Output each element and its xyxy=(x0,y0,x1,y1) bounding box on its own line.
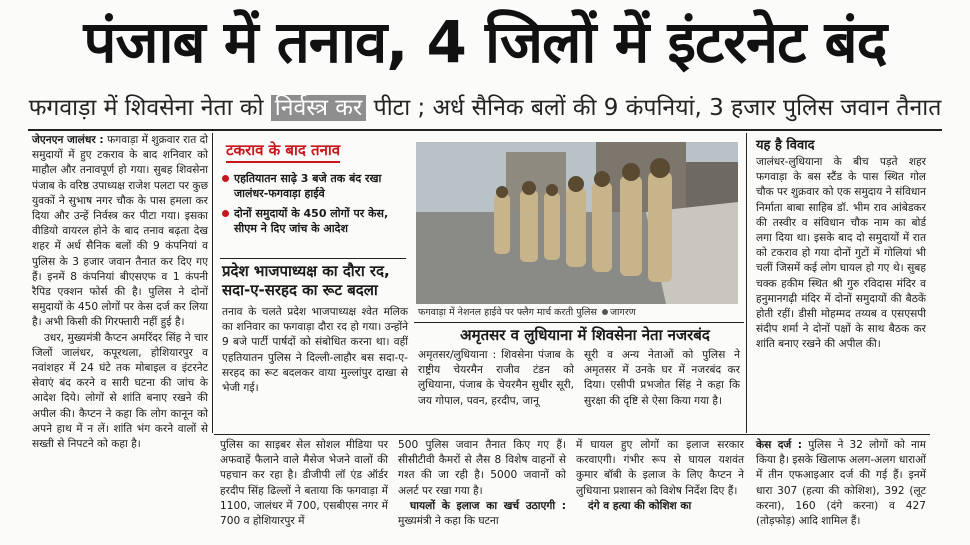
dateline: जेएनएन जालंधर : xyxy=(32,134,104,146)
bottom-subhead-case: केस दर्ज : xyxy=(756,439,803,451)
bottom-column-2-text: 500 पुलिस जवान तैनात किए गए हैं। सीसीटीवी कैमरों से लैस 8 विशेष वाहनों से गश्त की जा रही है। 5000 जवानों को अलर्ट पर रखा गया है। xyxy=(398,439,566,497)
photo-credit: जागरण xyxy=(609,307,636,318)
bottom-column-1: पुलिस का साइबर सेल सोशल मीडिया पर अफवाहें फैलाने वाले मैसेज भेजने वालों की पहचान कर रहा है। डीजीपी लॉ एंड ऑर्डर हरदीप सिंह ढिल्लों ने बताया कि फगवाड़ा में 1100, जालंधर में 700, एसबीएस नगर में 700 व होशियारपुर में xyxy=(220,439,388,528)
subheadline-part-2: पीटा ; अर्ध सैनिक बलों की 9 कंपनियां, 3 हजार पुलिस जवान तैनात xyxy=(366,95,942,121)
column-divider-1 xyxy=(212,133,213,433)
section-rule xyxy=(220,258,406,259)
highlights-list xyxy=(220,171,405,236)
photo-caption-text: फगवाड़ा में नेशनल हाईवे पर फ्लैग मार्च करती पुलिस xyxy=(418,307,597,318)
bjp-section-title: प्रदेश भाजपाध्यक्ष का दौरा रद, सदा-ए-सरहद का रूट बदला xyxy=(222,262,390,299)
subheadline-highlight: निर्वस्त्र कर xyxy=(271,95,367,121)
bjp-section-body: तनाव के चलते प्रदेश भाजपाध्यक्ष श्वेत मलिक का शनिवार का फगवाड़ा दौरा रद हो गया। उन्होंने 9 बजे पार्टी पार्षदों को संबोधित करना था। वहीं एहतियातन पुलिस ने दिल्ली-लाहौर बस सदा-ए-सरहद का रूट बदलकर वाया मुल्लांपुर दाखा से भेजी गई। xyxy=(222,306,408,395)
amritsar-section-title: अमृतसर व लुधियाना में शिवसेना नेता नजरबंद xyxy=(460,326,710,344)
highlights-box-title: टकराव के बाद तनाव xyxy=(226,140,340,163)
lead-paragraph-1: फगवाड़ा में शुक्रवार रात दो समुदायों में हुए टकराव के बाद शनिवार को माहौल और तनावपूर्ण हो गया। सुबह शिवसेना पंजाब के वरिष्ठ उपाध्यक्ष राजेश पलटा पर कुछ युवकों ने सुभाष नगर चौक के पास हमला कर दिया और उन्हें निर्वस्त्र कर पीटा गया। इसका वीडियो वायरल होने के बाद तनाव बढ़ता देख शहर में अर्ध सैनिक बलों की 9 कंपनियां व पुलिस के 3 हजार जवान तैनात कर दिए गए हैं। इनमें 8 कंपनियां बीएसएफ व 1 कंपनी रैपिड एक्शन फोर्स की है। पुलिस ने दोनों समुदायों के 450 लोगों पर केस दर्ज कर लिया है। अभी किसी की गिरफ्तारी नहीं हुई है। xyxy=(32,134,209,329)
photo-illustration xyxy=(416,142,738,304)
highlights-box xyxy=(220,136,405,254)
section-rule xyxy=(414,322,744,323)
flag-march-photo xyxy=(416,142,738,304)
column-divider-2 xyxy=(746,133,747,433)
bottom-column-4 xyxy=(756,438,926,545)
vivad-title: यह है विवाद xyxy=(756,138,815,153)
vivad-body: जालंधर-लुधियाना के बीच पड़ते शहर फगवाड़ा के बस स्टैंड के पास स्थित गोल चौक पर शुक्रवार को एक समुदाय ने संविधान निर्माता बाबा साहिब डॉ. भीम राव आंबेडकर की तस्वीर व संविधान चौक नाम का बोर्ड लगा दिया था। इसके बाद दो समुदायों में रात को टकराव हो गया दोनों गुटों में गोलियां भी चलीं जिसमें कई लोग घायल हो गए थे। सुबह चक्क हकीम स्थित श्री गुरु रविदास मंदिर व हनुमानगढ़ी मंदिर में दोनों समुदायों की बैठकें होती रहीं। डीसी मोहम्मद तय्यब व एसएसपी संदीप शर्मा ने दोनों पक्षों के साथ बैठक कर शांति बनाए रखने की अपील की। xyxy=(756,156,926,351)
amritsar-body-left: अमृतसर/लुधियाना : शिवसेना पंजाब के राष्ट्रीय चेयरमैन राजीव टंडन को लुधियाना, पंजाब के चेयरमैन सुधीर सूरी, जय गोपाल, पवन, हरदीप, जानू xyxy=(418,349,574,407)
photo-caption xyxy=(418,306,738,319)
bottom-subhead-injured: घायलों के इलाज का खर्च उठाएगी : xyxy=(410,499,566,512)
lead-story-column xyxy=(32,133,209,451)
amritsar-body-right: सूरी व अन्य नेताओं को पुलिस ने अमृतसर में उनके घर में नजरबंद कर दिया। एसीपी प्रभजोत सिंह ने कहा कि सुरक्षा की दृष्टि से ऐसा किया गया है। xyxy=(584,349,740,407)
bottom-subhead-riot: दंगे व हत्या की कोशिश का xyxy=(588,499,692,512)
headline: पंजाब में तनाव, 4 जिलों में इंटरनेट बंद xyxy=(83,8,887,76)
highlight-item: एहतियातन साढ़े 3 बजे तक बंद रखा जालंधर-फगवाड़ा हाईवे xyxy=(220,171,405,201)
bottom-column-2-continued: मुख्यमंत्री ने कहा कि घटना xyxy=(398,515,499,528)
bottom-column-3 xyxy=(576,438,744,545)
subhead-rule xyxy=(28,129,942,131)
subheadline xyxy=(0,88,970,128)
photo-credit-icon xyxy=(602,309,608,315)
bottom-rule xyxy=(214,434,930,435)
subheadline-part-1: फगवाड़ा में शिवसेना नेता को xyxy=(28,95,271,121)
highlight-item: दोनों समुदायों के 450 लोगों पर केस, सीएम ने दिए जांच के आदेश xyxy=(220,206,405,236)
bottom-column-3-text: में घायल हुए लोगों का इलाज सरकार करवाएगी। गंभीर रूप से घायल यशवंत कुमार बॉबी के इलाज के लिए कैप्टन ने लुधियाना प्रशासन को विशेष निर्देश दिए हैं। xyxy=(576,439,744,497)
lead-paragraph-2: उधर, मुख्यमंत्री कैप्टन अमरिंदर सिंह ने चार जिलों जालंधर, कपूरथला, होशियारपुर व नवांशहर में 24 घंटे तक मोबाइल व इंटरनेट सेवाएं बंद करने व सारी घटना की जांच के आदेश दिये। लोगों से शांति बनाए रखने की अपील की। कैप्टन ने कहा कि लोग कानून को अपने हाथ में न लें। शांति भंग करने वालों से सख्ती से निपटने को कहा है। xyxy=(32,331,208,451)
bottom-column-2 xyxy=(398,438,566,545)
bottom-column-4-text: पुलिस ने 32 लोगों को नाम किया है। इसके खिलाफ अलग-अलग धाराओं में तीन एफआइआर दर्ज की गई हैं। इनमें धारा 307 (हत्या की कोशिश), 392 (लूट करना), 160 (दंगे करना) व 427 (तोड़फोड़) आदि शामिल हैं। xyxy=(756,439,926,528)
